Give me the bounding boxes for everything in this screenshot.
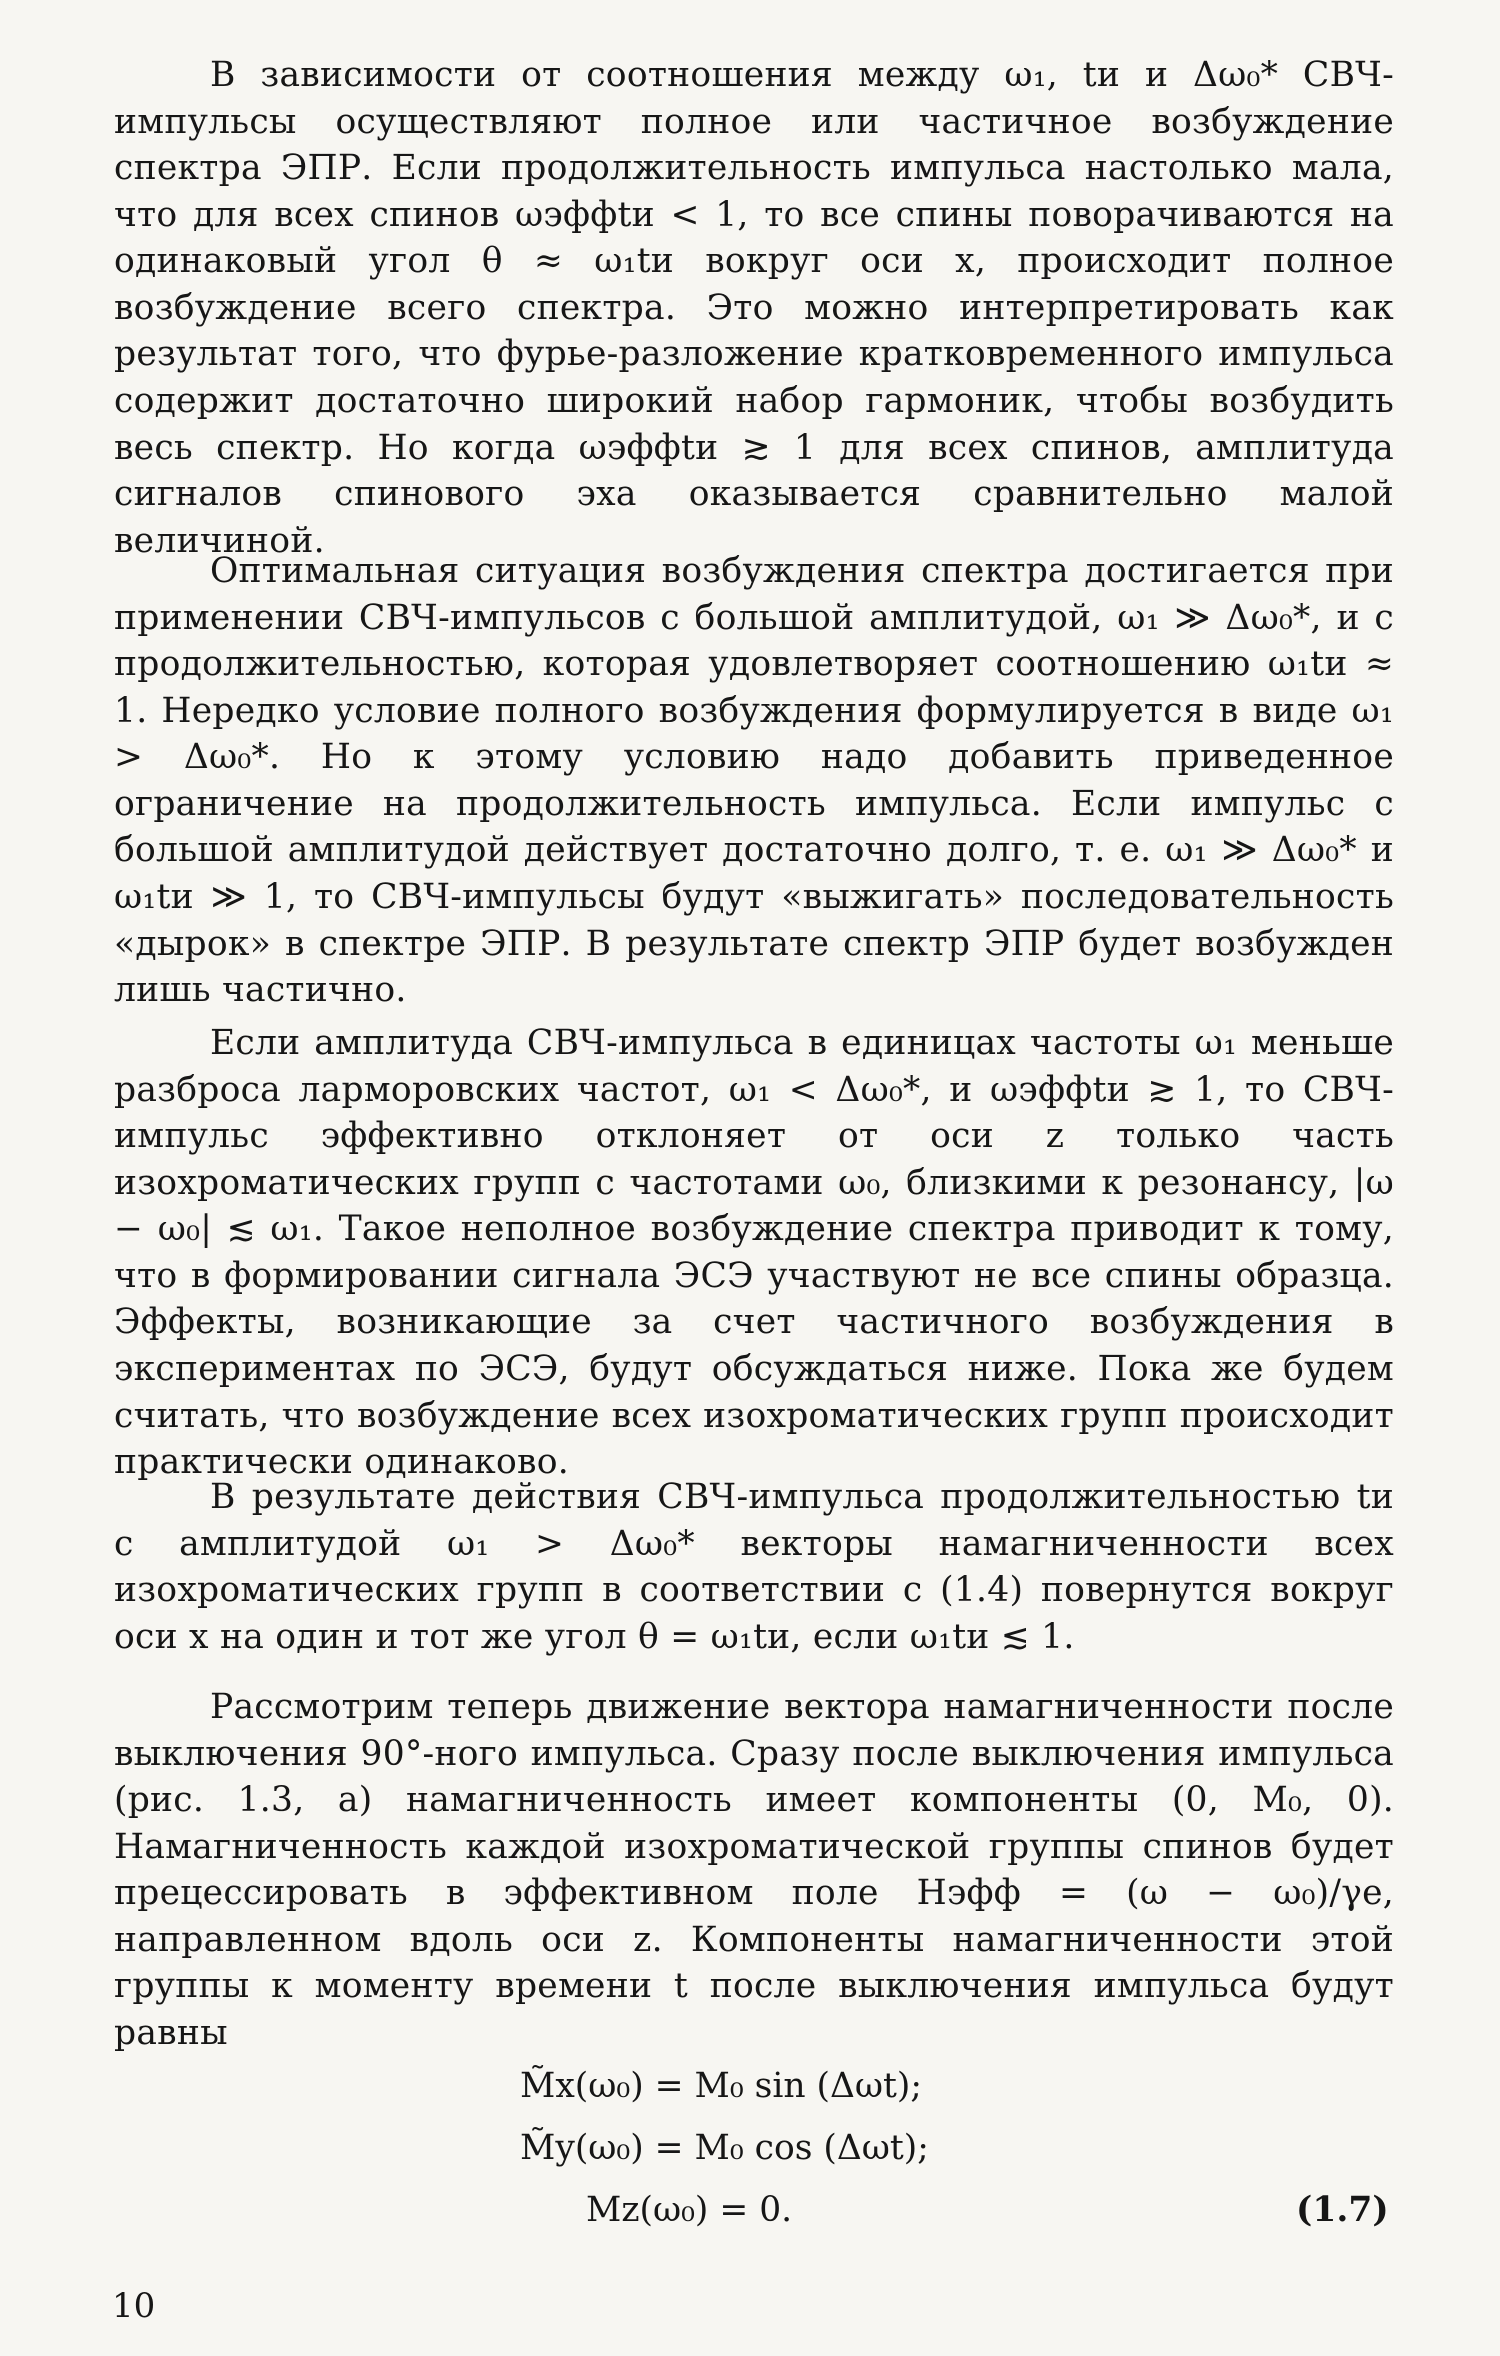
paragraph-optimal-excitation: Оптимальная ситуация возбуждения спектра достигается при применении СВЧ-импульсов с большой амплитудой, ω₁ ≫ Δω₀*, и с продолжительностью, которая удовлетворяет соотношению ω₁tи ≈ 1. Нередко условие полного возбуждения формулируется в виде ω₁ > Δω₀*. Но к этому условию надо добавить приведенное ограничение на продолжительность импульса. Если импульс с большой амплитудой действует достаточно долго, т. е. ω₁ ≫ Δω₀* и ω₁tи ≫ 1, то СВЧ-импульсы будут «выжигать» последовательность «дырок» в спектре ЭПР. В результате спектр ЭПР будет возбужден лишь частично. [114, 551, 1394, 1011]
equation-number: (1.7) [1296, 2190, 1389, 2230]
page-number: 10 [112, 2286, 156, 2326]
paragraph-precession: Рассмотрим теперь движение вектора намагниченности после выключения 90°-ного импульса. Сразу после выключения импульса (рис. 1.3, а) намагниченность имеет компоненты (0, M₀, 0). Намагниченность каждой изохроматической группы спинов будет прецессировать в эффективном поле Hэфф = (ω − ω₀)/γe, направленном вдоль оси z. Компоненты намагниченности этой группы к моменту времени t после выключения импульса будут равны [114, 1687, 1394, 2053]
paragraph-pulse-rotation: В результате действия СВЧ-импульса продолжительностью tи с амплитудой ω₁ > Δω₀* векторы намагниченности всех изохроматических групп в соответствии с (1.4) повернутся вокруг оси x на один и тот же угол θ = ω₁tи, если ω₁tи ≲ 1. [114, 1477, 1394, 1657]
equation-mx: M̃x(ω₀) = M₀ sin (Δωt); [520, 2066, 923, 2106]
equation-my: M̃y(ω₀) = M₀ cos (Δωt); [520, 2128, 929, 2168]
paragraph-partial-excitation: Если амплитуда СВЧ-импульса в единицах частоты ω₁ меньше разброса ларморовских частот, ω₁ < Δω₀*, и ωэффtи ≳ 1, то СВЧ-импульс эффективно отклоняет от оси z только часть изохроматических групп с частотами ω₀, близкими к резонансу, |ω − ω₀| ≲ ω₁. Такое неполное возбуждение спектра приводит к тому, что в формировании сигнала ЭСЭ участвуют не все спины образца. Эффекты, возникающие за счет частичного возбуждения в экспериментах по ЭСЭ, будут обсуждаться ниже. Пока же будем считать, что возбуждение всех изохроматических групп происходит практически одинаково. [114, 1023, 1394, 1483]
equation-mz: Mz(ω₀) = 0. [586, 2190, 793, 2230]
paragraph-excitation-modes: В зависимости от соотношения между ω₁, tи и Δω₀* СВЧ-импульсы осуществляют полное или частичное возбуждение спектра ЭПР. Если продолжительность импульса настолько мала, что для всех спинов ωэффtи < 1, то все спины поворачиваются на одинаковый угол θ ≈ ω₁tи вокруг оси x, происходит полное возбуждение всего спектра. Это можно интерпретировать как результат того, что фурье-разложение кратковременного импульса содержит достаточно широкий набор гармоник, чтобы возбудить весь спектр. Но когда ωэффtи ≳ 1 для всех спинов, амплитуда сигналов спинового эха оказывается сравнительно малой величиной. [114, 55, 1394, 561]
